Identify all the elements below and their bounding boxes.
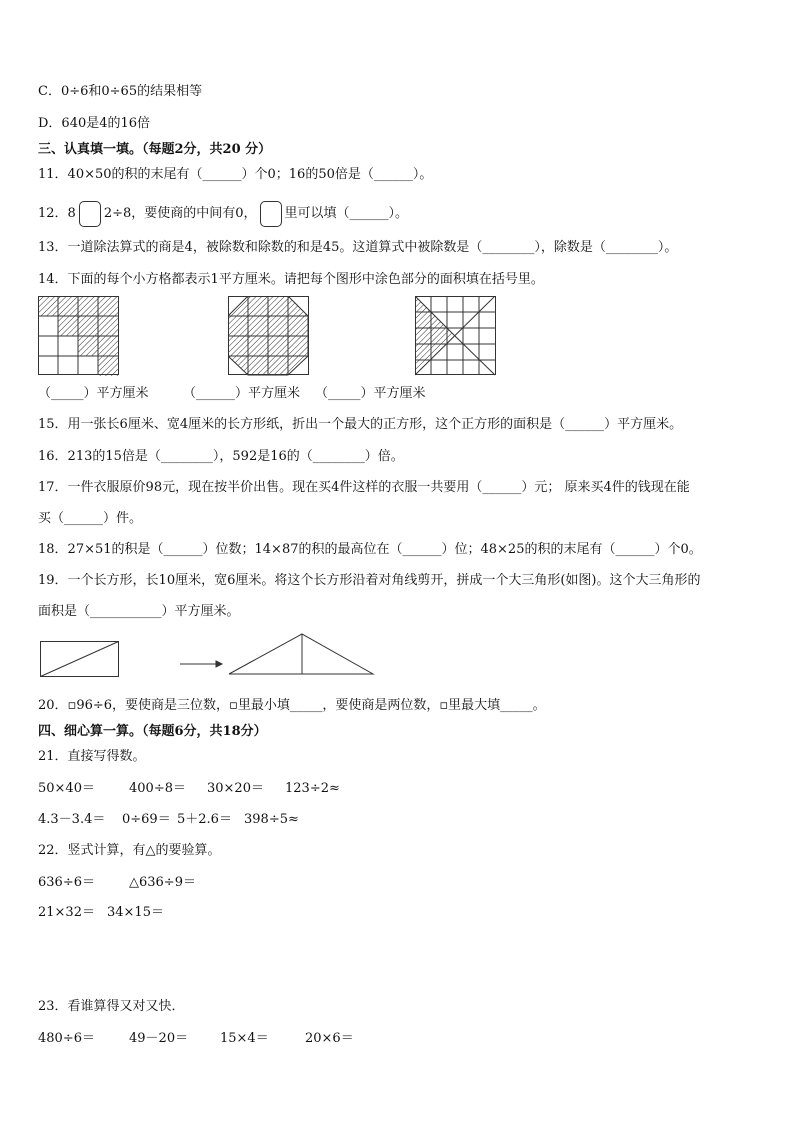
q12-part2: 2÷8，要使商的中间有0， (103, 206, 257, 221)
question-19-line2: 面积是（___________）平方厘米。 (38, 604, 240, 619)
q22-item: 636÷6＝ (38, 875, 95, 890)
q14-figure-1 (38, 296, 120, 376)
section-4-title: 四、细心算一算。（每题6分，共18分） (38, 724, 267, 739)
blank-box (79, 201, 101, 227)
question-20: 20．▫96÷6，要使商是三位数，▫里最小填_____，要使商是两位数，▫里最大填_____。 (38, 698, 546, 713)
q23-item: 49－20＝ (129, 1031, 189, 1046)
q21-item: 398÷5≈ (244, 812, 299, 827)
q14-figure-3 (415, 296, 497, 376)
q14-figure-2 (228, 296, 310, 376)
question-13: 13．一道除法算式的商是4，被除数和除数的和是45。这道算式中被除数是（________），除数是（________）。 (38, 240, 678, 255)
q23-item: 15×4＝ (220, 1031, 269, 1046)
q21-item: 50×40＝ (38, 781, 95, 796)
question-21-title: 21．直接写得数。 (38, 749, 146, 764)
q21-item: 0÷69＝ (122, 812, 171, 827)
q12-part3: 里可以填（______）。 (284, 206, 409, 221)
question-17-line1: 17．一件衣服原价98元，现在按半价出售。现在买4件这样的衣服一共要用（______）元； 原来买4件的钱现在能 (38, 480, 690, 495)
q21-item: 123÷2≈ (285, 781, 340, 796)
q21-item: 30×20＝ (207, 781, 264, 796)
q14-answer-2: （______）平方厘米 (183, 386, 301, 401)
q21-item: 5＋2.6＝ (177, 812, 232, 827)
question-19-line1: 19．一个长方形，长10厘米，宽6厘米。将这个长方形沿着对角线剪开，拼成一个大三角形(如图)。这个大三角形的 (38, 573, 701, 588)
question-17-line2: 买（______）件。 (38, 511, 143, 526)
section-3-title: 三、认真填一填。（每题2分，共20 分） (38, 142, 272, 157)
q22-item: 34×15＝ (107, 905, 164, 920)
question-18: 18．27×51的积是（______）位数；14×87的积的最高位在（______）位；48×25的积的末尾有（______）个0。 (38, 542, 702, 557)
option-d: D．640是4的16倍 (38, 116, 151, 131)
option-c: C．0÷6和0÷65的结果相等 (38, 84, 203, 99)
question-16: 16．213的15倍是（________），592是16的（________）倍。 (38, 449, 404, 464)
question-12 (38, 200, 408, 228)
q21-item: 4.3－3.4＝ (38, 812, 106, 827)
question-22-title: 22．竖式计算，有△的要验算。 (38, 843, 221, 858)
q19-figure (38, 632, 378, 680)
question-23-title: 23．看谁算得又对又快． (38, 999, 185, 1014)
question-14: 14．下面的每个小方格都表示1平方厘米。请把每个图形中涂色部分的面积填在括号里。 (38, 272, 544, 287)
q23-item: 480÷6＝ (38, 1031, 95, 1046)
q14-answer-1: （_____）平方厘米 (38, 386, 149, 401)
q22-item: 21×32＝ (38, 905, 95, 920)
blank-box (260, 201, 282, 227)
q12-part1: 12．8 (38, 206, 76, 221)
q21-item: 400÷8＝ (129, 781, 186, 796)
question-11: 11．40×50的积的末尾有（______）个0；16的50倍是（______）。 (38, 167, 433, 182)
q22-item: △636÷9＝ (129, 875, 196, 890)
q23-item: 20×6＝ (305, 1031, 354, 1046)
question-15: 15．用一张长6厘米、宽4厘米的长方形纸，折出一个最大的正方形，这个正方形的面积是（______）平方厘米。 (38, 417, 683, 432)
q14-answer-3: （_____）平方厘米 (315, 386, 426, 401)
